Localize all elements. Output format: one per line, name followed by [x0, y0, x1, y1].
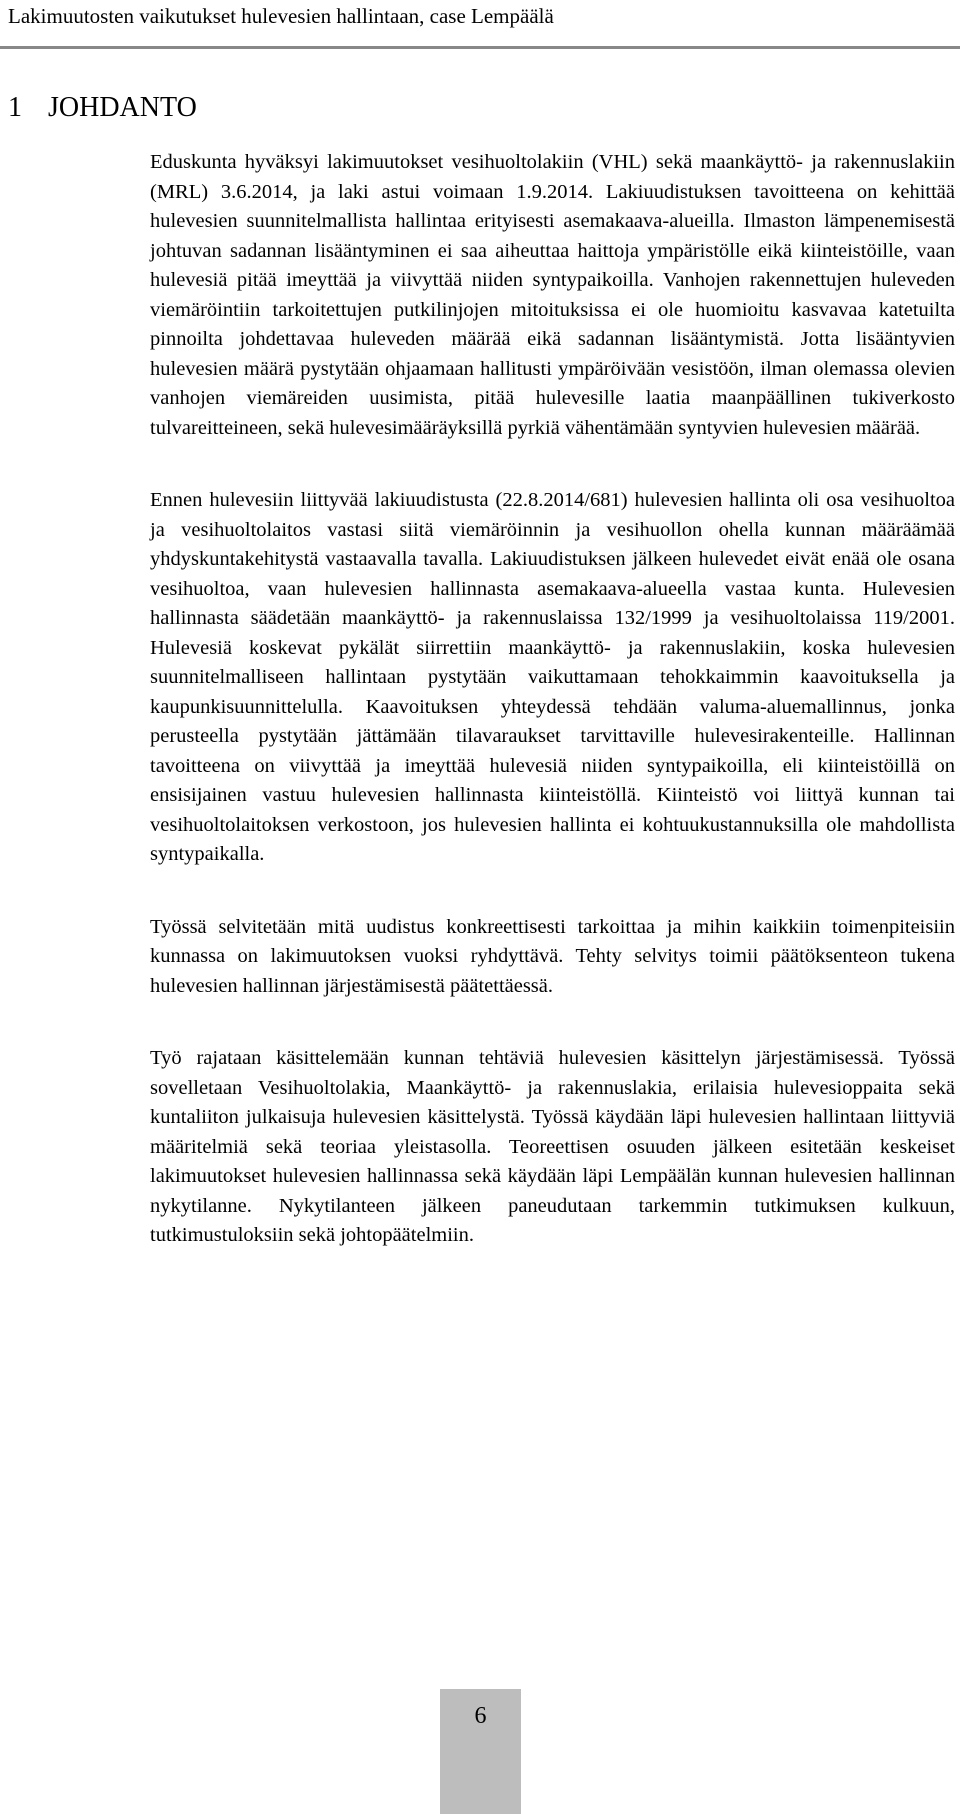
chapter-title: JOHDANTO: [48, 92, 197, 123]
paragraph: Työ rajataan käsittelemään kunnan tehtäviä hulevesien käsittelyn järjestämisessä. Työssä sovelletaan Vesihuoltolakia, Maankäyttö- ja rakennuslakia, erilaisia hulevesioppaita sekä kuntaliiton julkaisuja hulevesien käsittelystä. Työssä käydään läpi hulevesien hallintaan liittyviä määritelmiä sekä teoriaa yleistasolla. Teoreettisen osuuden jälkeen esitetään keskeiset lakimuutokset hulevesien hallinnassa sekä käydään läpi Lempäälän kunnan hulevesien hallinnan nykytilanne. Nykytilanteen jälkeen paneudutaan tarkemmin tutkimuksen kulkuun, tutkimustuloksiin sekä johtopäätelmiin.: [150, 1047, 955, 1246]
page-number-box: [440, 1689, 521, 1814]
paragraph: Ennen hulevesiin liittyvää lakiuudistusta (22.8.2014/681) hulevesien hallinta oli osa vesihuoltoa ja vesihuoltolaitos vastasi siitä viemäröinnin ja vesihuollon ohella kunnan määräämää yhdyskuntakehitystä vastaavalla tavalla. Lakiuudistuksen jälkeen hulevedet eivät enää ole osana vesihuoltoa, vaan hulevesien hallinnasta asemakaava-alueella vastaa kunta. Hulevesien hallinnasta säädetään maankäyttö- ja rakennuslaissa 132/1999 ja vesihuoltolaissa 119/2001. Hulevesiä koskevat pykälät siirrettiin maankäyttö- ja rakennuslakiin, koska hulevesien suunnitelmalliseen hallintaan pystytään vaikuttamaan tehokkaimmin kaavoituksella ja kaupunkisuunnittelulla. Kaavoituksen yhteydessä tehdään valuma-aluemallinnus, jonka perusteella pystytään jättämään tilavaraukset tarvittaville hulevesirakenteille. Hallinnan tavoitteena on viivyttää ja imeyttää hulevesiä niiden syntypaikoilla, eli kiinteistöillä on ensisijainen vastuu hulevesien hallinnasta kiinteistöllä. Kiinteistö voi liittyä kunnan tai vesihuoltolaitoksen verkostoon, jos hulevesien hallinta ei kohtuukustannuksilla ole mahdollista syntypaikalla.: [150, 489, 955, 865]
running-header: [0, 0, 960, 49]
paragraph: Eduskunta hyväksyi lakimuutokset vesihuoltolakiin (VHL) sekä maankäyttö- ja rakennuslakiin (MRL) 3.6.2014, ja laki astui voimaan 1.9.2014. Lakiuudistuksen tavoitteena on kehittää hulevesien suunnitelmallista hallintaa erityisesti asemakaava-alueilla. Ilmaston lämpenemisestä johtuvan sadannan lisääntyminen ei saa aiheuttaa haittoja ympäristölle eikä kiinteistöille, vaan hulevesiä pitää imeyttää ja viivyttää niiden syntypaikoilla. Vanhojen rakennettujen huleveden viemäröintiin tarkoitettujen putkilinjojen mitoituksissa ei ole huomioitu kasvavaa katetuilta pinnoilta johdettavaa huleveden määrää eikä sadannan lisääntymistä. Jotta lisääntyvien hulevesien määrä pystytään ohjaamaan hallitusti ympäröivään vesistöön, ilman olemassa olevien vanhojen viemäreiden uusimista, pitää hulevesille laatia maanpäällinen tukiverkosto tulvareitteineen, sekä hulevesimääräyksillä pyrkiä vähentämään syntyvien hulevesien määrää.: [150, 151, 955, 439]
paragraph: Työssä selvitetään mitä uudistus konkreettisesti tarkoittaa ja mihin kaikkiin toimenpiteisiin kunnassa on lakimuutoksen vuoksi ryhdyttävä. Tehty selvitys toimii päätöksenteon tukena hulevesien hallinnan järjestämisestä päätettäessä.: [150, 915, 955, 997]
running-title: Lakimuutosten vaikutukset hulevesien hallintaan, case Lempäälä: [8, 4, 554, 28]
page-number: 6: [474, 1703, 487, 1729]
body-text: [150, 148, 955, 1294]
chapter-number: 1: [8, 92, 22, 123]
chapter-heading: [8, 92, 197, 124]
